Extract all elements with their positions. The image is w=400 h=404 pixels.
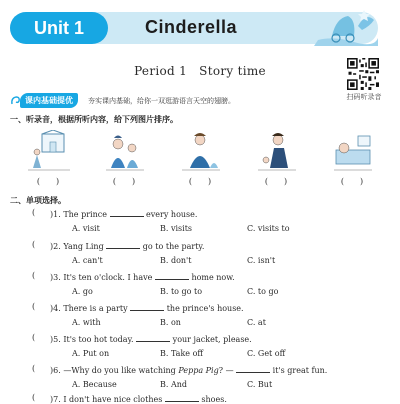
qr-code-icon[interactable]: [347, 58, 379, 90]
option-c[interactable]: C. at: [247, 318, 266, 327]
option-c[interactable]: C. to go: [247, 287, 279, 296]
answer-mark-1[interactable]: ( ): [36, 177, 60, 186]
part2-heading: 二、单项选择。: [10, 196, 66, 205]
period-title: [0, 64, 400, 78]
question-number: )1.: [50, 210, 61, 219]
question-number: )6.: [50, 366, 61, 375]
scene-picture-5: [332, 130, 374, 172]
option-b[interactable]: B. Take off: [160, 349, 204, 358]
option-c[interactable]: C. isn't: [247, 256, 276, 265]
option-c[interactable]: C. Get off: [247, 349, 286, 358]
question-number: )7.: [50, 395, 61, 404]
section-tag: [10, 93, 82, 107]
option-a[interactable]: A. visit: [72, 224, 100, 233]
option-a[interactable]: A. Because: [72, 380, 117, 389]
answer-blank[interactable]: [130, 302, 164, 311]
answer-blank[interactable]: [106, 240, 140, 249]
option-b[interactable]: B. don't: [160, 256, 192, 265]
option-b[interactable]: B. And: [160, 380, 188, 389]
unit-title: Cinderella: [145, 17, 238, 37]
question-text: I don't have nice clothes: [63, 395, 163, 404]
option-c[interactable]: C. visits to: [247, 224, 290, 233]
question-text: shoes.: [201, 395, 227, 404]
option-b[interactable]: B. to go to: [160, 287, 203, 296]
question-text: your jacket, please.: [172, 335, 252, 344]
unit-banner: [10, 12, 378, 44]
answer-mark-5[interactable]: ( ): [340, 177, 364, 186]
option-a[interactable]: A. Put on: [72, 349, 110, 358]
part1-heading: 一、听录音，根据所听内容，给下列图片排序。: [10, 115, 178, 124]
option-b[interactable]: B. visits: [160, 224, 193, 233]
answer-blank[interactable]: [155, 271, 189, 280]
option-a[interactable]: A. with: [72, 318, 101, 327]
question-text: it's great fun.: [272, 366, 328, 375]
scene-picture-4: [256, 130, 298, 172]
carriage-illustration: [314, 6, 378, 46]
answer-mark-4[interactable]: ( ): [264, 177, 288, 186]
question-text: the prince's house.: [166, 304, 244, 313]
option-b[interactable]: B. on: [160, 318, 181, 327]
section-tag-label: 课内基础提优: [20, 93, 78, 108]
option-a[interactable]: A. can't: [72, 256, 103, 265]
answer-mark-2[interactable]: ( ): [112, 177, 136, 186]
question-text: Yang Ling: [63, 242, 104, 251]
answer-mark-3[interactable]: ( ): [188, 177, 212, 186]
scene-picture-2: [104, 130, 146, 172]
question-text: It's ten o'clock. I have: [63, 273, 153, 282]
question-text: ? —: [218, 366, 234, 375]
scene-picture-3: [180, 130, 222, 172]
scene-picture-1: [28, 130, 70, 172]
question-text-italic: Peppa Pig: [178, 366, 219, 375]
qr-caption: 扫码听录音: [346, 93, 382, 101]
question-text: —Why do you like watching: [63, 366, 176, 375]
question-number: )2.: [50, 242, 61, 251]
question-text: every house.: [146, 210, 198, 219]
answer-blank[interactable]: [236, 364, 270, 373]
section-description: 夯实课内基础，给你一双逛游语言天空的翅膀。: [88, 97, 235, 105]
answer-blank[interactable]: [165, 393, 199, 402]
period-name: Story time: [199, 64, 266, 78]
picture-row: [28, 130, 378, 178]
question-number: )3.: [50, 273, 61, 282]
period-label: Period 1: [134, 64, 188, 78]
option-c[interactable]: C. But: [247, 380, 273, 389]
unit-label: Unit 1: [10, 12, 108, 44]
question-text: There is a party: [63, 304, 128, 313]
question-text: It's too hot today.: [63, 335, 134, 344]
option-a[interactable]: A. go: [72, 287, 93, 296]
answer-blank[interactable]: [110, 208, 144, 217]
answer-blank[interactable]: [136, 333, 170, 342]
question-text: go to the party.: [142, 242, 205, 251]
question-text: The prince: [63, 210, 107, 219]
question-text: home now.: [191, 273, 235, 282]
question-number: )5.: [50, 335, 61, 344]
question-number: )4.: [50, 304, 61, 313]
